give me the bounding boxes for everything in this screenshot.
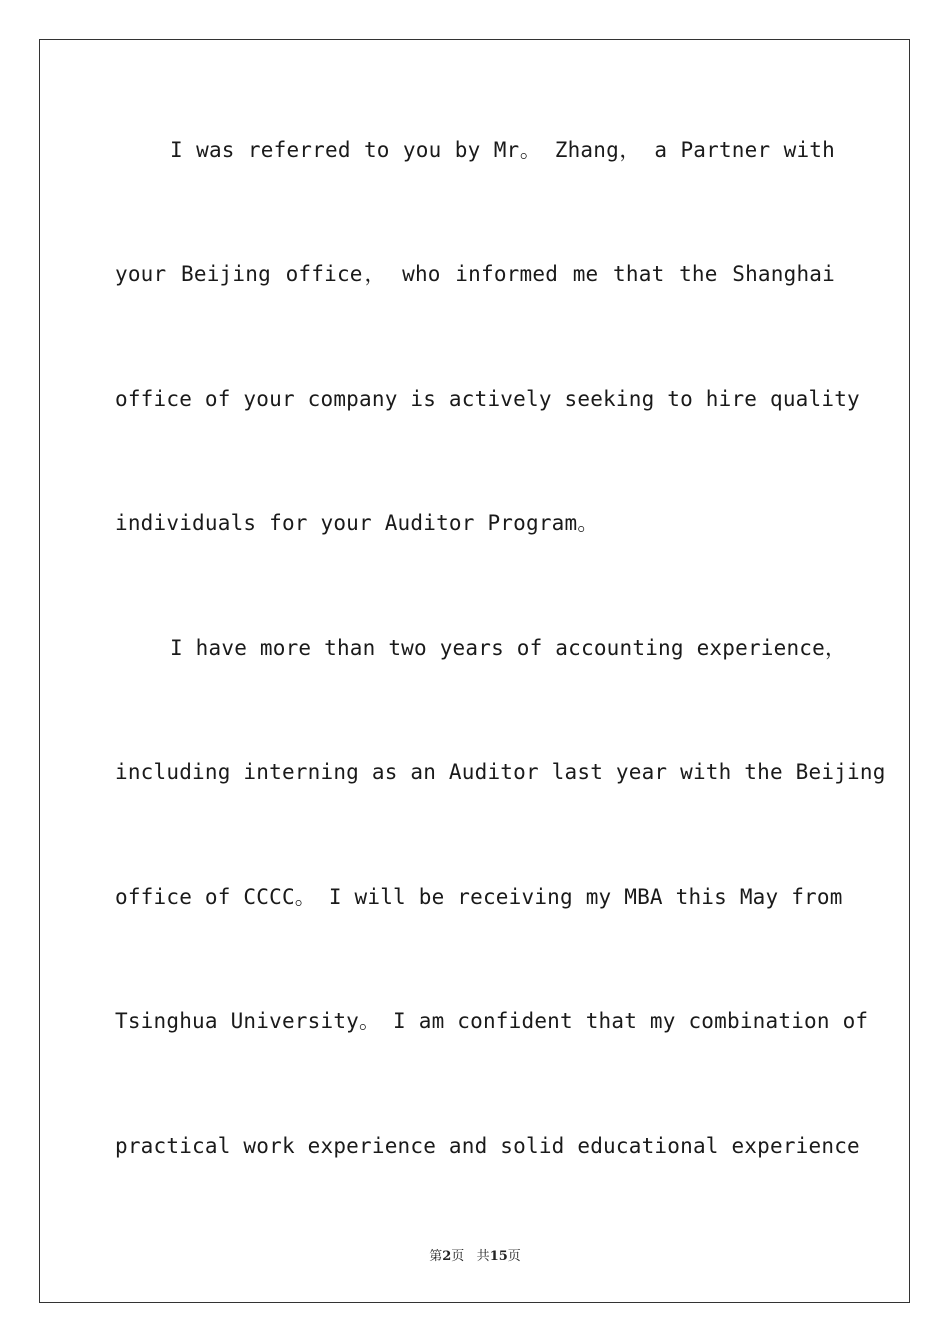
text-line-1: I was referred to you by Mr。 Zhang， a Partner with (170, 138, 835, 162)
total-pages: 15 (489, 1249, 508, 1264)
text-line-7: office of CCCC。 I will be receiving my MBA this May from (115, 885, 843, 909)
text-line-9: practical work experience and solid educational experience (115, 1134, 860, 1158)
total-prefix: 共 (476, 1249, 490, 1264)
page-number: 2 (442, 1249, 452, 1264)
page-border (39, 39, 910, 1303)
total-suffix: 页 (507, 1249, 521, 1264)
page-prefix: 第 (429, 1249, 443, 1264)
text-line-4: individuals for your Auditor Program。 (115, 511, 599, 535)
text-line-6: including interning as an Auditor last year with the Beijing (115, 760, 886, 784)
text-line-8: Tsinghua University。 I am confident that my combination of (115, 1009, 869, 1033)
page-suffix: 页 (451, 1249, 465, 1264)
text-line-2: your Beijing office， who informed me that the Shanghai (115, 262, 835, 286)
text-line-5: I have more than two years of accounting experience， (170, 636, 847, 660)
text-line-3: office of your company is actively seeking to hire quality (115, 387, 860, 411)
page-footer (0, 1248, 950, 1266)
